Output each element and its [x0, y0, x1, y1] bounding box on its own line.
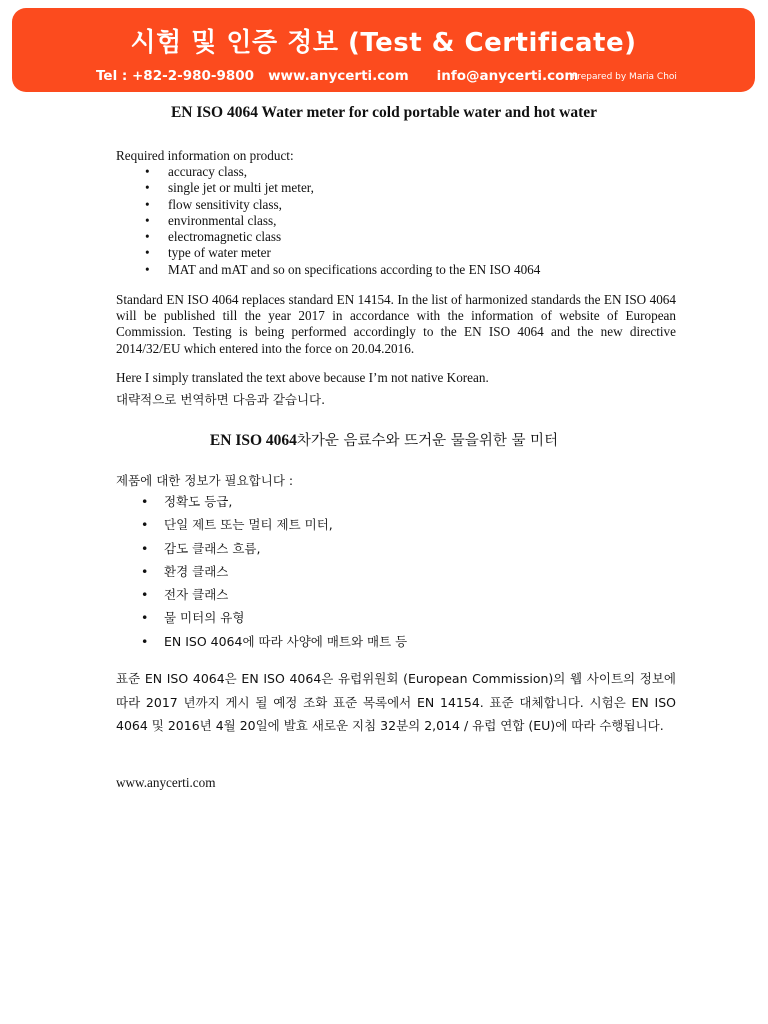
header-banner: [12, 8, 755, 92]
list-item: • 환경 클래스: [116, 560, 676, 583]
english-required-heading: Required information on product:: [116, 148, 294, 163]
korean-title-prefix: EN ISO 4064: [209, 432, 297, 449]
translation-disclaimer: Here I simply translated the text above because I’m not native Korean.: [116, 370, 489, 385]
banner-contact: [96, 68, 578, 84]
footer-website-link[interactable]: www.anycerti.com: [116, 775, 216, 790]
list-item: • EN ISO 4064에 따라 사양에 매트와 매트 등: [116, 630, 676, 653]
korean-standard-paragraph: 표준 EN ISO 4064은 EN ISO 4064은 유럽위원회 (European Commission)의 웹 사이트의 정보에 따라 2017 년까지 게시 될 예정 조화 표준 목록에서 EN 14154. 표준 대체합니다. 시험은 EN ISO 4064 및 2016년 4월 20일에 발효 새로운 지침 32분의 2,014 / 유럽 연합 (EU)에 따라 수행됩니다.: [116, 671, 676, 733]
list-item: • flow sensitivity class,: [116, 197, 676, 213]
korean-translation-note: 대략적으로 번역하면 다음과 같습니다.: [116, 392, 326, 407]
list-item: • environmental class,: [116, 213, 676, 229]
english-title: EN ISO 4064 Water meter for cold portable water and hot water: [170, 104, 598, 121]
korean-title-text: 차가운 음료수와 뜨거운 물을위한 물 미터: [296, 433, 559, 449]
list-item: • MAT and mAT and so on specifications according to the EN ISO 4064: [116, 262, 676, 278]
banner-prepared-by: Prepared by Maria Choi: [572, 72, 677, 82]
list-item: • 단일 제트 또는 멀티 제트 미터,: [116, 513, 676, 536]
banner-tel: Tel : +82-2-980-9800: [96, 68, 255, 84]
list-item: • 물 미터의 유형: [116, 606, 676, 629]
banner-title: 시험 및 인증 정보 (Test & Certificate): [130, 28, 637, 58]
list-item: • electromagnetic class: [116, 229, 676, 245]
korean-title: [0, 429, 768, 450]
list-item: • accuracy class,: [116, 164, 676, 180]
list-item: • 정확도 등급,: [116, 490, 676, 513]
korean-required-heading: 제품에 대한 정보가 필요합니다 :: [116, 473, 294, 488]
list-item: • 감도 클래스 흐름,: [116, 537, 676, 560]
korean-requirements-list: [116, 490, 676, 653]
english-standard-paragraph: Standard EN ISO 4064 replaces standard EN 14154. In the list of harmonized standards the EN ISO 4064 will be published till the year 2017 in accordance with the information of website of European Commission. Testing is being performed accordingly to the EN ISO 4064 and the new directive 2014/32/EU which entered into the force on 20.04.2016.: [116, 292, 676, 356]
english-requirements-list: [116, 164, 676, 278]
list-item: • single jet or multi jet meter,: [116, 180, 676, 196]
list-item: • 전자 클래스: [116, 583, 676, 606]
banner-email-link[interactable]: info@anycerti.com: [436, 68, 579, 84]
banner-website-link[interactable]: www.anycerti.com: [268, 68, 409, 84]
list-item: • type of water meter: [116, 245, 676, 261]
